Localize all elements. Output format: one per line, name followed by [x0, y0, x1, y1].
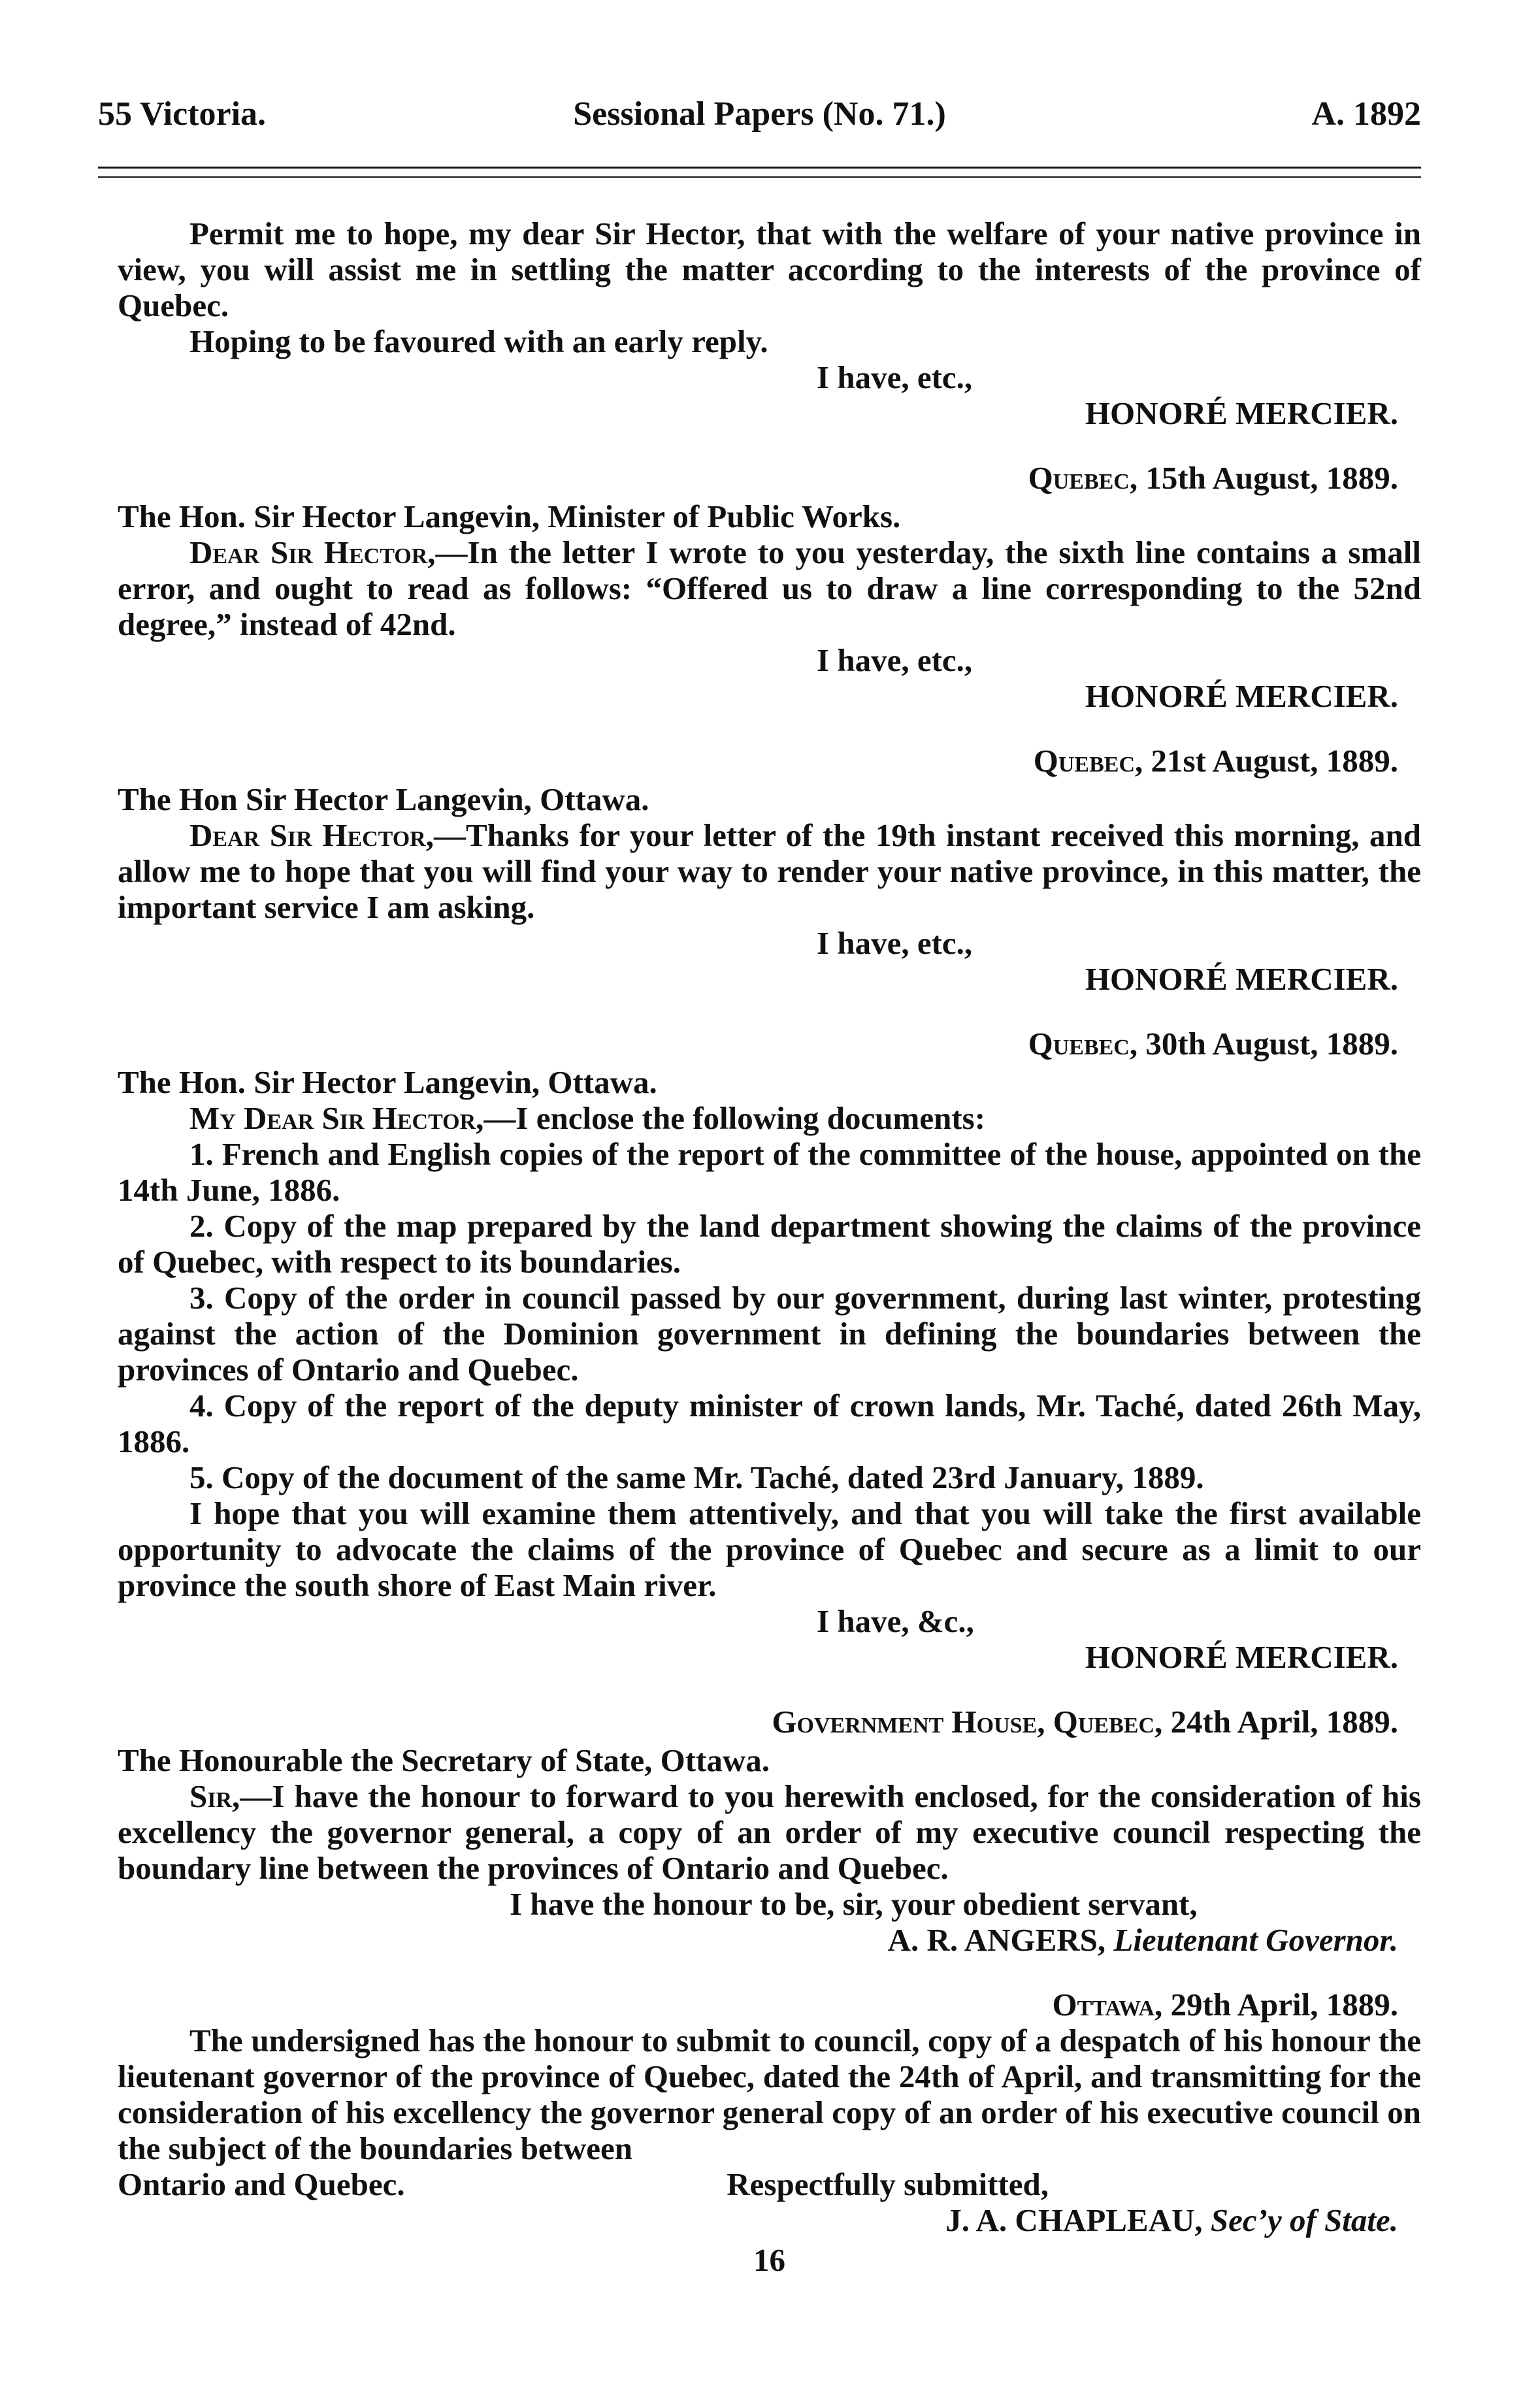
- dateline: [118, 1026, 1421, 1062]
- dateline-place: Quebec,: [1028, 1026, 1138, 1062]
- list-item: 2. Copy of the map prepared by the land department showing the claims of the province of Quebec, with respect to its boundaries.: [118, 1208, 1421, 1280]
- signature-title: Lieutenant Governor.: [1113, 1922, 1398, 1958]
- list-item: 1. French and English copies of the report of the committee of the house, appointed on the 14th June, 1886.: [118, 1136, 1421, 1208]
- dateline-date: 29th April, 1889.: [1170, 1987, 1398, 2023]
- letter-1: [118, 216, 1421, 431]
- letter-5: [118, 1704, 1421, 1958]
- addressee: The Hon. Sir Hector Langevin, Minister of Public Works.: [118, 498, 901, 534]
- salutation: Dear Sir Hector,: [189, 534, 436, 570]
- dateline: [118, 460, 1421, 496]
- addressee: The Honourable the Secretary of State, Ottawa.: [118, 1742, 770, 1778]
- letter-4: [118, 1026, 1421, 1675]
- closing: I have, etc.,: [817, 642, 973, 678]
- signature: [118, 2202, 1421, 2238]
- paragraph: The undersigned has the honour to submit to council, copy of a despatch of his honour the lieutenant governor of the province of Quebec, dated the 24th of April, and transmitting for the consideration of his excellency the governor general copy of an order of his executive council on the subject of the boundaries between: [118, 2023, 1421, 2166]
- closing: I have, etc.,: [817, 925, 973, 961]
- paragraph: Hoping to be favoured with an early reply.: [189, 323, 768, 359]
- signature: HONORÉ MERCIER.: [1085, 1639, 1398, 1675]
- dateline-place: Government House, Quebec,: [772, 1704, 1163, 1740]
- letter-body: —In the letter I wrote to you yesterday, the sixth line contains a small error, and ought to read as follows: “Offered us to draw a line corresponding to the 52nd degree,” instead of 42nd.: [118, 534, 1421, 642]
- paragraph: [118, 817, 1421, 925]
- dateline-place: Quebec,: [1033, 743, 1143, 779]
- dateline-place: Quebec,: [1028, 460, 1138, 496]
- letter-2: [118, 460, 1421, 714]
- header-session: 55 Victoria.: [98, 95, 267, 133]
- dateline: [118, 1704, 1421, 1740]
- header-year: A. 1892: [1311, 95, 1421, 133]
- dateline-date: 24th April, 1889.: [1170, 1704, 1398, 1740]
- memo-last-line: [118, 2166, 1421, 2202]
- signature-title: Sec’y of State.: [1210, 2202, 1398, 2238]
- signature: HONORÉ MERCIER.: [1085, 395, 1398, 431]
- paragraph: [118, 1100, 1421, 1136]
- addressee: The Hon Sir Hector Langevin, Ottawa.: [118, 781, 649, 817]
- memo-submitted: Respectfully submitted,: [727, 2166, 1049, 2202]
- header-rule: [98, 167, 1421, 178]
- memo-last-line-left: Ontario and Quebec.: [118, 2166, 405, 2202]
- document-body: [118, 216, 1421, 2278]
- signature: HONORÉ MERCIER.: [1085, 678, 1398, 714]
- header-title: Sessional Papers (No. 71.): [573, 95, 946, 133]
- letter-intro: —I enclose the following documents:: [483, 1100, 986, 1136]
- memo: [118, 1987, 1421, 2238]
- dateline-date: 15th August, 1889.: [1145, 460, 1398, 496]
- signature: HONORÉ MERCIER.: [1085, 961, 1398, 997]
- closing: I have, etc.,: [817, 359, 973, 395]
- dateline: [118, 743, 1421, 779]
- signature-name: J. A. CHAPLEAU,: [945, 2202, 1203, 2238]
- paragraph: I hope that you will examine them attentively, and that you will take the first available opportunity to advocate the claims of the province of Quebec and secure as a limit to our province the south shore of East Main river.: [118, 1495, 1421, 1603]
- dateline: [118, 1987, 1421, 2023]
- paragraph: [118, 1778, 1421, 1886]
- salutation: Sir,: [189, 1778, 240, 1814]
- closing: I have, &c.,: [817, 1603, 974, 1639]
- dateline-date: 30th August, 1889.: [1145, 1026, 1398, 1062]
- signature: [118, 1922, 1421, 1958]
- dateline-date: 21st August, 1889.: [1151, 743, 1398, 779]
- salutation: Dear Sir Hector,: [189, 817, 434, 853]
- list-item: 5. Copy of the document of the same Mr. Taché, dated 23rd January, 1889.: [189, 1459, 1204, 1495]
- list-item: 3. Copy of the order in council passed by our government, during last winter, protesting against the action of the Dominion government in defining the boundaries between the provinces of Ontario and Quebec.: [118, 1280, 1421, 1388]
- paragraph: Permit me to hope, my dear Sir Hector, that with the welfare of your native province in view, you will assist me in settling the matter according to the interests of the province of Quebec.: [118, 216, 1421, 323]
- signature-name: A. R. ANGERS,: [887, 1922, 1106, 1958]
- paragraph: [118, 534, 1421, 642]
- list-item: 4. Copy of the report of the deputy minister of crown lands, Mr. Taché, dated 26th May, 1886.: [118, 1388, 1421, 1459]
- letter-3: [118, 743, 1421, 997]
- dateline-place: Ottawa,: [1052, 1987, 1163, 2023]
- letter-body: —I have the honour to forward to you herewith enclosed, for the consideration of his excellency the governor general, a copy of an order of my executive council respecting the boundary line between the provinces of Ontario and Quebec.: [118, 1778, 1421, 1886]
- running-header: [98, 95, 1421, 147]
- page-number: 16: [753, 2242, 785, 2278]
- closing: I have the honour to be, sir, your obedient servant,: [510, 1886, 1198, 1922]
- salutation: My Dear Sir Hector,: [189, 1100, 484, 1136]
- addressee: The Hon. Sir Hector Langevin, Ottawa.: [118, 1064, 657, 1100]
- letter-body: —Thanks for your letter of the 19th instant received this morning, and allow me to hope that you will find your way to render your native province, in this matter, the important service I am asking.: [118, 817, 1422, 925]
